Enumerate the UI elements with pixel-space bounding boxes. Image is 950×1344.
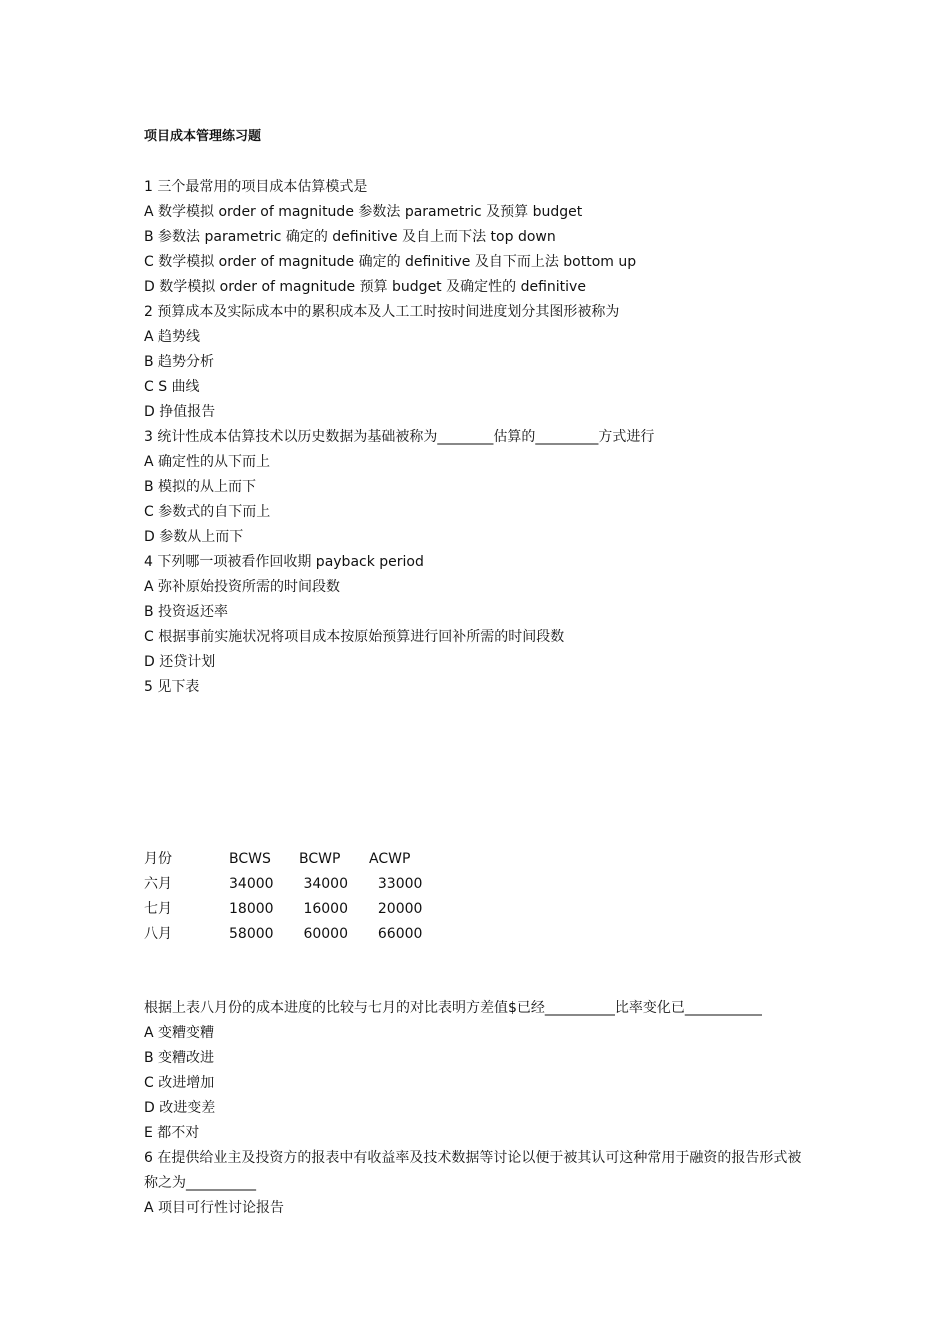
option-line: B 模拟的从上而下 xyxy=(144,479,257,495)
option-line: D 参数从上而下 xyxy=(144,529,244,545)
table-row xyxy=(144,872,449,897)
option-line: A 弥补原始投资所需的时间段数 xyxy=(144,579,341,595)
table-cell: 33000 xyxy=(369,876,423,892)
table-cell: 60000 xyxy=(299,926,348,942)
option-line: B 参数法 parametric 确定的 definitive 及自上而下法 top down xyxy=(144,229,556,245)
table-cell: 七月 xyxy=(144,901,172,917)
option-line: B 变糟改进 xyxy=(144,1050,215,1066)
question-line: 5 见下表 xyxy=(144,679,200,695)
option-line: B 投资返还率 xyxy=(144,604,229,620)
option-line: A 数学模拟 order of magnitude 参数法 parametric 及预算 budget xyxy=(144,204,583,220)
option-line: C 数学模拟 order of magnitude 确定的 definitive 及自下而上法 bottom up xyxy=(144,254,637,270)
table-cell: 34000 xyxy=(229,876,274,892)
option-line: B 趋势分析 xyxy=(144,354,215,370)
table-cell: 八月 xyxy=(144,926,172,942)
table-cell: 18000 xyxy=(229,901,274,917)
questions-5-to-6 xyxy=(144,996,824,1221)
table-row xyxy=(144,897,449,922)
table-cell: 58000 xyxy=(229,926,274,942)
option-line: D 还贷计划 xyxy=(144,654,216,670)
questions-1-to-5 xyxy=(144,175,824,700)
document-title: 项目成本管理练习题 xyxy=(144,129,262,144)
question-line: 6 在提供给业主及投资方的报表中有收益率及技术数据等讨论以便于被其认可这种常用于融资的报告形式被称之为__________ xyxy=(144,1150,802,1191)
option-line: D 改进变差 xyxy=(144,1100,216,1116)
earned-value-table xyxy=(144,847,449,947)
table-cell: 六月 xyxy=(144,876,172,892)
option-line: C S 曲线 xyxy=(144,379,200,395)
question-line: 3 统计性成本估算技术以历史数据为基础被称为________估算的_________方式进行 xyxy=(144,429,655,445)
table-header-cell: ACWP xyxy=(369,851,411,867)
option-line: A 变糟变糟 xyxy=(144,1025,215,1041)
option-line: A 趋势线 xyxy=(144,329,201,345)
option-line: C 改进增加 xyxy=(144,1075,215,1091)
table-header-row xyxy=(144,847,449,872)
table-header-cell: BCWS xyxy=(229,851,271,867)
option-line: A 项目可行性讨论报告 xyxy=(144,1200,285,1216)
question-line: 根据上表八月份的成本进度的比较与七月的对比表明方差值$已经__________比率变化已___________ xyxy=(144,1000,762,1016)
table-cell: 34000 xyxy=(299,876,348,892)
option-line: E 都不对 xyxy=(144,1125,200,1141)
table-cell: 16000 xyxy=(299,901,348,917)
question-line: 1 三个最常用的项目成本估算模式是 xyxy=(144,179,368,195)
question-line: 4 下列哪一项被看作回收期 payback period xyxy=(144,554,424,570)
table-cell: 20000 xyxy=(369,901,423,917)
cost-table xyxy=(144,847,824,947)
table-cell: 66000 xyxy=(369,926,423,942)
option-line: A 确定性的从下而上 xyxy=(144,454,271,470)
table-header-cell: 月份 xyxy=(144,851,172,867)
option-line: C 参数式的自下而上 xyxy=(144,504,271,520)
table-row xyxy=(144,922,449,947)
option-line: D 挣值报告 xyxy=(144,404,216,420)
option-line: C 根据事前实施状况将项目成本按原始预算进行回补所需的时间段数 xyxy=(144,629,565,645)
question-line: 2 预算成本及实际成本中的累积成本及人工工时按时间进度划分其图形被称为 xyxy=(144,304,620,320)
table-header-cell: BCWP xyxy=(299,851,341,867)
option-line: D 数学模拟 order of magnitude 预算 budget 及确定性的 definitive xyxy=(144,279,586,295)
